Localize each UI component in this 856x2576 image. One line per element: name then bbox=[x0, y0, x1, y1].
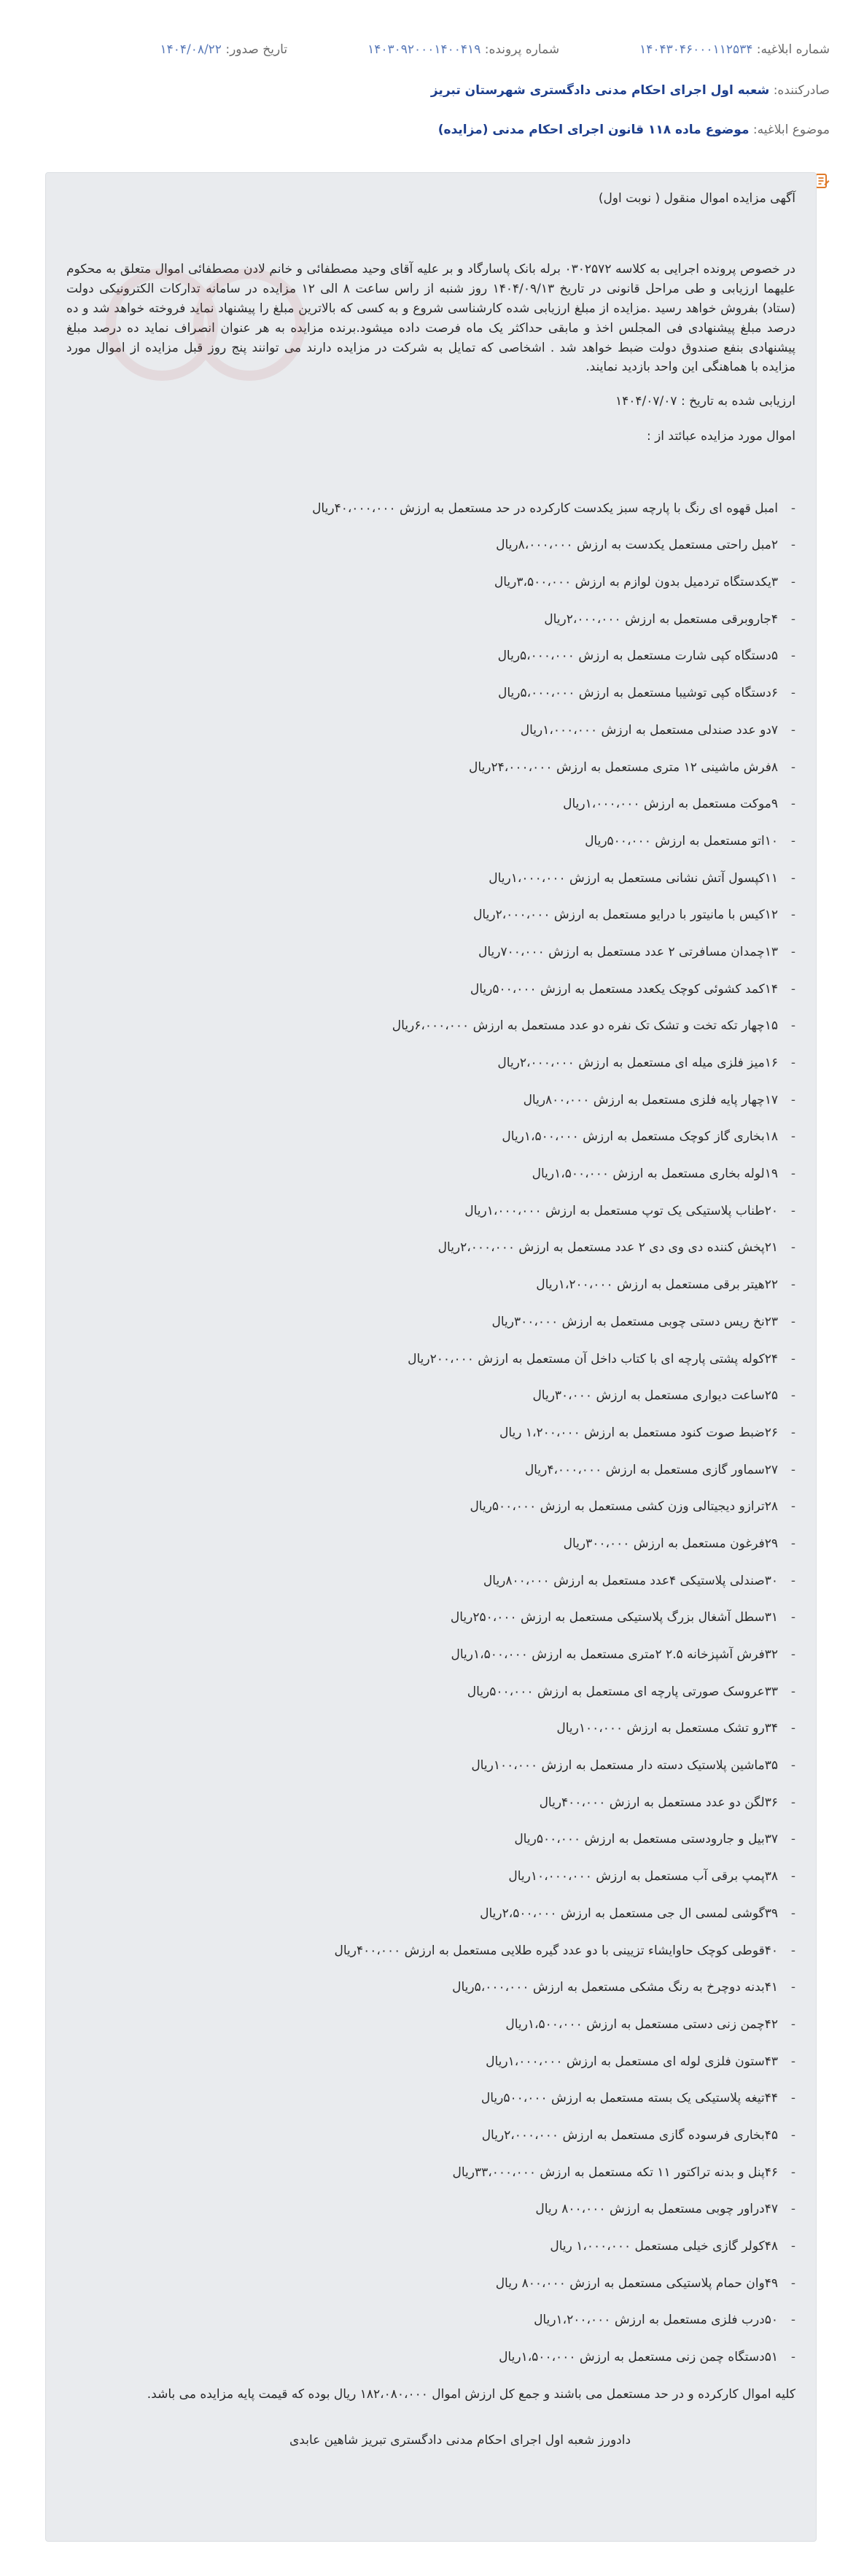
list-item: - ۲۳نخ ریس دستی چوبی مستعمل به ارزش ۳۰۰،۰۰۰ریال bbox=[66, 1312, 795, 1350]
list-item: - ۴۲چمن زنی دستی مستعمل به ارزش ۱،۵۰۰،۰۰۰ریال bbox=[66, 2015, 795, 2052]
list-item: - ۳۴رو تشک مستعمل به ارزش ۱۰۰،۰۰۰ریال bbox=[66, 1719, 795, 1756]
items-list bbox=[66, 499, 795, 2385]
list-item: - ۱۵چهار تکه تخت و تشک تک نفره دو عدد مستعمل به ارزش ۶،۰۰۰،۰۰۰ریال bbox=[66, 1016, 795, 1053]
list-item: - ۴۵بخاری فرسوده گازی مستعمل به ارزش ۲،۰۰۰،۰۰۰ریال bbox=[66, 2126, 795, 2163]
notice-number bbox=[639, 42, 830, 57]
valuation-date: ارزیابی شده به تاریخ : ۱۴۰۴/۰۷/۰۷ bbox=[615, 394, 795, 409]
notice-paragraph: در خصوص پرونده اجرایی به کلاسه ۰۳۰۲۵۷۲ برله بانک پاسارگاد و بر علیه آقای وحید مصطفائی و خانم لادن مصطفائی اموال متعلق به محکوم علیهما ارزیابی و طی مراحل قانونی در تاریخ ۱۴۰۴/۰۹/۱۳ روز شنبه از راس ساعت ۸ الی ۱۲ مزایده در سامانه تدارکات الکترونیکی دولت (ستاد) بفروش خواهد رسید .مزایده از مبلغ ارزیابی شده کارشناسی شروع و به کسی که بالاترین مبلغ را پیشنهاد نماید فروخته خواهد شد و ده درصد مبلغ پیشنهادی فی المجلس اخذ و مابقی حداکثر یک ماه فرصت داده میشود.برنده مزایده به هر عنوان انصراف نماید ده درصد مبلغ پیشنهادی بنفع صندوق دولت ضبط خواهد شد . اشخاصی که تمایل به شرکت در مزایده دارند می توانند پنج روز قبل مزایده از اموال مورد مزایده با هماهنگی این واحد بازدید نمایند. bbox=[66, 262, 795, 375]
list-item: - ۲۰طناب پلاستیکی یک توپ مستعمل به ارزش ۱،۰۰۰،۰۰۰ریال bbox=[66, 1202, 795, 1239]
list-item: - ۱۲کیس با مانیتور با درایو مستعمل به ارزش ۲،۰۰۰،۰۰۰ریال bbox=[66, 905, 795, 943]
list-item: - ۳۳عروسک صورتی پارچه ای مستعمل به ارزش ۵۰۰،۰۰۰ریال bbox=[66, 1682, 795, 1720]
list-item: - ۴۴تیغه پلاستیکی یک بسته مستعمل به ارزش ۵۰۰،۰۰۰ریال bbox=[66, 2089, 795, 2126]
list-item: - ۲۹فرغون مستعمل به ارزش ۳۰۰،۰۰۰ریال bbox=[66, 1534, 795, 1571]
list-item: - ۲۵ساعت دیواری مستعمل به ارزش ۳۰،۰۰۰ریال bbox=[66, 1386, 795, 1423]
list-item: - ۳۲فرش آشپزخانه ۲.۵ ۲متری مستعمل به ارزش ۱،۵۰۰،۰۰۰ریال bbox=[66, 1645, 795, 1682]
list-item: - ۲۶ضبط صوت کنود مستعمل به ارزش ۱،۲۰۰،۰۰۰ ریال bbox=[66, 1423, 795, 1461]
notice-meta bbox=[0, 0, 856, 191]
list-item: - ۴۷دراور چوبی مستعمل به ارزش ۸۰۰،۰۰۰ ریال bbox=[66, 2200, 795, 2237]
issuer-value: شعبه اول اجرای احکام مدنی دادگستری شهرستان تبریز bbox=[430, 83, 770, 98]
notice-number-value: ۱۴۰۴۳۰۴۶۰۰۰۱۱۲۵۳۴ bbox=[639, 42, 753, 57]
notice-title: آگهی مزایده اموال منقول ( نوبت اول) bbox=[598, 191, 795, 206]
notice-signature: دادورز شعبه اول اجرای احکام مدنی دادگستری تبریز شاهین عابدی bbox=[289, 2432, 631, 2448]
meta-row-numbers bbox=[26, 38, 830, 61]
list-item: - ۱۷چهار پایه فلزی مستعمل به ارزش ۸۰۰،۰۰۰ریال bbox=[66, 1091, 795, 1128]
issue-date bbox=[160, 42, 287, 57]
list-item: - ۳۱سطل آشغال بزرگ پلاستیکی مستعمل به ارزش ۲۵۰،۰۰۰ریال bbox=[66, 1608, 795, 1645]
list-item: - ۲۱پخش کننده دی وی دی ۲ عدد مستعمل به ارزش ۲،۰۰۰،۰۰۰ریال bbox=[66, 1238, 795, 1275]
list-item: - ۳۰صندلی پلاستیکی ۴عدد مستعمل به ارزش ۸۰۰،۰۰۰ریال bbox=[66, 1571, 795, 1609]
list-item: - ۳۹گوشی لمسی ال جی مستعمل به ارزش ۲،۵۰۰،۰۰۰ریال bbox=[66, 1904, 795, 1941]
items-intro: اموال مورد مزایده عبائتد از : bbox=[646, 428, 795, 444]
issue-date-value: ۱۴۰۴/۰۸/۲۲ bbox=[160, 42, 222, 57]
list-item: - ۳۵ماشین پلاستیک دسته دار مستعمل به ارزش ۱۰۰،۰۰۰ریال bbox=[66, 1756, 795, 1793]
list-item: - ۴۱بدنه دوچرخ به رنگ مشکی مستعمل به ارزش ۵،۰۰۰،۰۰۰ریال bbox=[66, 1978, 795, 2015]
list-item: - ۳۷بیل و جارودستی مستعمل به ارزش ۵۰۰،۰۰۰ریال bbox=[66, 1830, 795, 1867]
list-item: - ۱۶میز فلزی میله ای مستعمل به ارزش ۲،۰۰۰،۰۰۰ریال bbox=[66, 1053, 795, 1091]
list-item: - ۲۲هیتر برقی مستعمل به ارزش ۱،۲۰۰،۰۰۰ریال bbox=[66, 1275, 795, 1312]
list-item: - ۳۸پمپ برقی آب مستعمل به ارزش ۱۰،۰۰۰،۰۰۰ریال bbox=[66, 1867, 795, 1904]
list-item: - ۱۸بخاری گاز کوچک مستعمل به ارزش ۱،۵۰۰،۰۰۰ریال bbox=[66, 1127, 795, 1164]
list-item: - ۵دستگاه کپی شارت مستعمل به ارزش ۵،۰۰۰،۰۰۰ریال bbox=[66, 646, 795, 684]
subject-label: موضوع ابلاغیه: bbox=[752, 123, 830, 137]
list-item: - ۴جاروبرقی مستعمل به ارزش ۲،۰۰۰،۰۰۰ریال bbox=[66, 610, 795, 647]
list-item: - ۱۱کپسول آتش نشانی مستعمل به ارزش ۱،۰۰۰،۰۰۰ریال bbox=[66, 869, 795, 906]
subject-value: موضوع ماده ۱۱۸ قانون اجرای احکام مدنی (مزایده) bbox=[437, 123, 750, 137]
issue-date-label: تاریخ صدور: bbox=[225, 42, 288, 57]
notice-body-box bbox=[45, 172, 817, 2542]
list-item: - ۷دو عدد صندلی مستعمل به ارزش ۱،۰۰۰،۰۰۰ریال bbox=[66, 721, 795, 758]
issuer-label: صادرکننده: bbox=[773, 83, 830, 98]
list-item: - ۴۰قوطی کوچک حاوایشاء تزیینی با دو عدد گیره طلایی مستعمل به ارزش ۴۰۰،۰۰۰ریال bbox=[66, 1941, 795, 1979]
list-item: - ۴۹وان حمام پلاستیکی مستعمل به ارزش ۸۰۰،۰۰۰ ریال bbox=[66, 2274, 795, 2311]
issuer-line bbox=[26, 79, 830, 102]
list-item: - ۱۳چمدان مسافرتی ۲ عدد مستعمل به ارزش ۷۰۰،۰۰۰ریال bbox=[66, 943, 795, 980]
list-item: - ۵۱دستگاه چمن زنی مستعمل به ارزش ۱،۵۰۰،۰۰۰ریال bbox=[66, 2348, 795, 2385]
notice-number-label: شماره ابلاغیه: bbox=[756, 42, 830, 57]
list-item: - ۵۰درب فلزی مستعمل به ارزش ۱،۲۰۰،۰۰۰ریال bbox=[66, 2310, 795, 2348]
case-number bbox=[367, 42, 559, 57]
list-item: - ۱۴کمد کشوئی کوچک یکعدد مستعمل به ارزش ۵۰۰،۰۰۰ریال bbox=[66, 980, 795, 1017]
list-item: - ۹موکت مستعمل به ارزش ۱،۰۰۰،۰۰۰ریال bbox=[66, 794, 795, 832]
list-item: - ۶دستگاه کپی توشیبا مستعمل به ارزش ۵،۰۰۰،۰۰۰ریال bbox=[66, 684, 795, 721]
case-number-label: شماره پرونده: bbox=[484, 42, 560, 57]
list-item: - ۲۸ترازو دیجیتالی وزن کشی مستعمل به ارزش ۵۰۰،۰۰۰ریال bbox=[66, 1497, 795, 1534]
case-number-value: ۱۴۰۳۰۹۲۰۰۰۱۴۰۰۴۱۹ bbox=[367, 42, 481, 57]
notice-summary: کلیه اموال کارکرده و در حد مستعمل می باشند و جمع کل ارزش اموال ۱۸۲،۰۸۰،۰۰۰ ریال بوده که قیمت پایه مزایده می باشد. bbox=[147, 2386, 795, 2402]
list-item: - ۴۸کولر گازی خیلی مستعمل ۱،۰۰۰،۰۰۰ ریال bbox=[66, 2237, 795, 2274]
list-item: - ۱۰اتو مستعمل به ارزش ۵۰۰،۰۰۰ریال bbox=[66, 832, 795, 869]
list-item: - ۴۶پنل و بدنه تراکتور ۱۱ تکه مستعمل به ارزش ۳۳،۰۰۰،۰۰۰ریال bbox=[66, 2163, 795, 2200]
list-item: - ۴۳ستون فلزی لوله ای مستعمل به ارزش ۱،۰۰۰،۰۰۰ریال bbox=[66, 2052, 795, 2089]
list-item: - ۳۶لگن دو عدد مستعمل به ارزش ۴۰۰،۰۰۰ریال bbox=[66, 1793, 795, 1830]
subject-line bbox=[26, 118, 830, 142]
list-item: - ۱۹لوله بخاری مستعمل به ارزش ۱،۵۰۰،۰۰۰ریال bbox=[66, 1164, 795, 1202]
list-item: - ۲مبل راحتی مستعمل یکدست به ارزش ۸،۰۰۰،۰۰۰ریال bbox=[66, 535, 795, 573]
list-item: - امبل قهوه ای رنگ با پارچه سبز یکدست کارکرده در حد مستعمل به ارزش ۴۰،۰۰۰،۰۰۰ریال bbox=[66, 499, 795, 536]
list-item: - ۲۷سماور گازی مستعمل به ارزش ۴،۰۰۰،۰۰۰ریال bbox=[66, 1461, 795, 1498]
list-item: - ۳یکدستگاه تردمیل بدون لوازم به ارزش ۳،۵۰۰،۰۰۰ریال bbox=[66, 573, 795, 610]
list-item: - ۸فرش ماشینی ۱۲ متری مستعمل به ارزش ۲۴،۰۰۰،۰۰۰ریال bbox=[66, 758, 795, 795]
list-item: - ۲۴کوله پشتی پارچه ای با کتاب داخل آن مستعمل به ارزش ۲۰۰،۰۰۰ریال bbox=[66, 1350, 795, 1387]
